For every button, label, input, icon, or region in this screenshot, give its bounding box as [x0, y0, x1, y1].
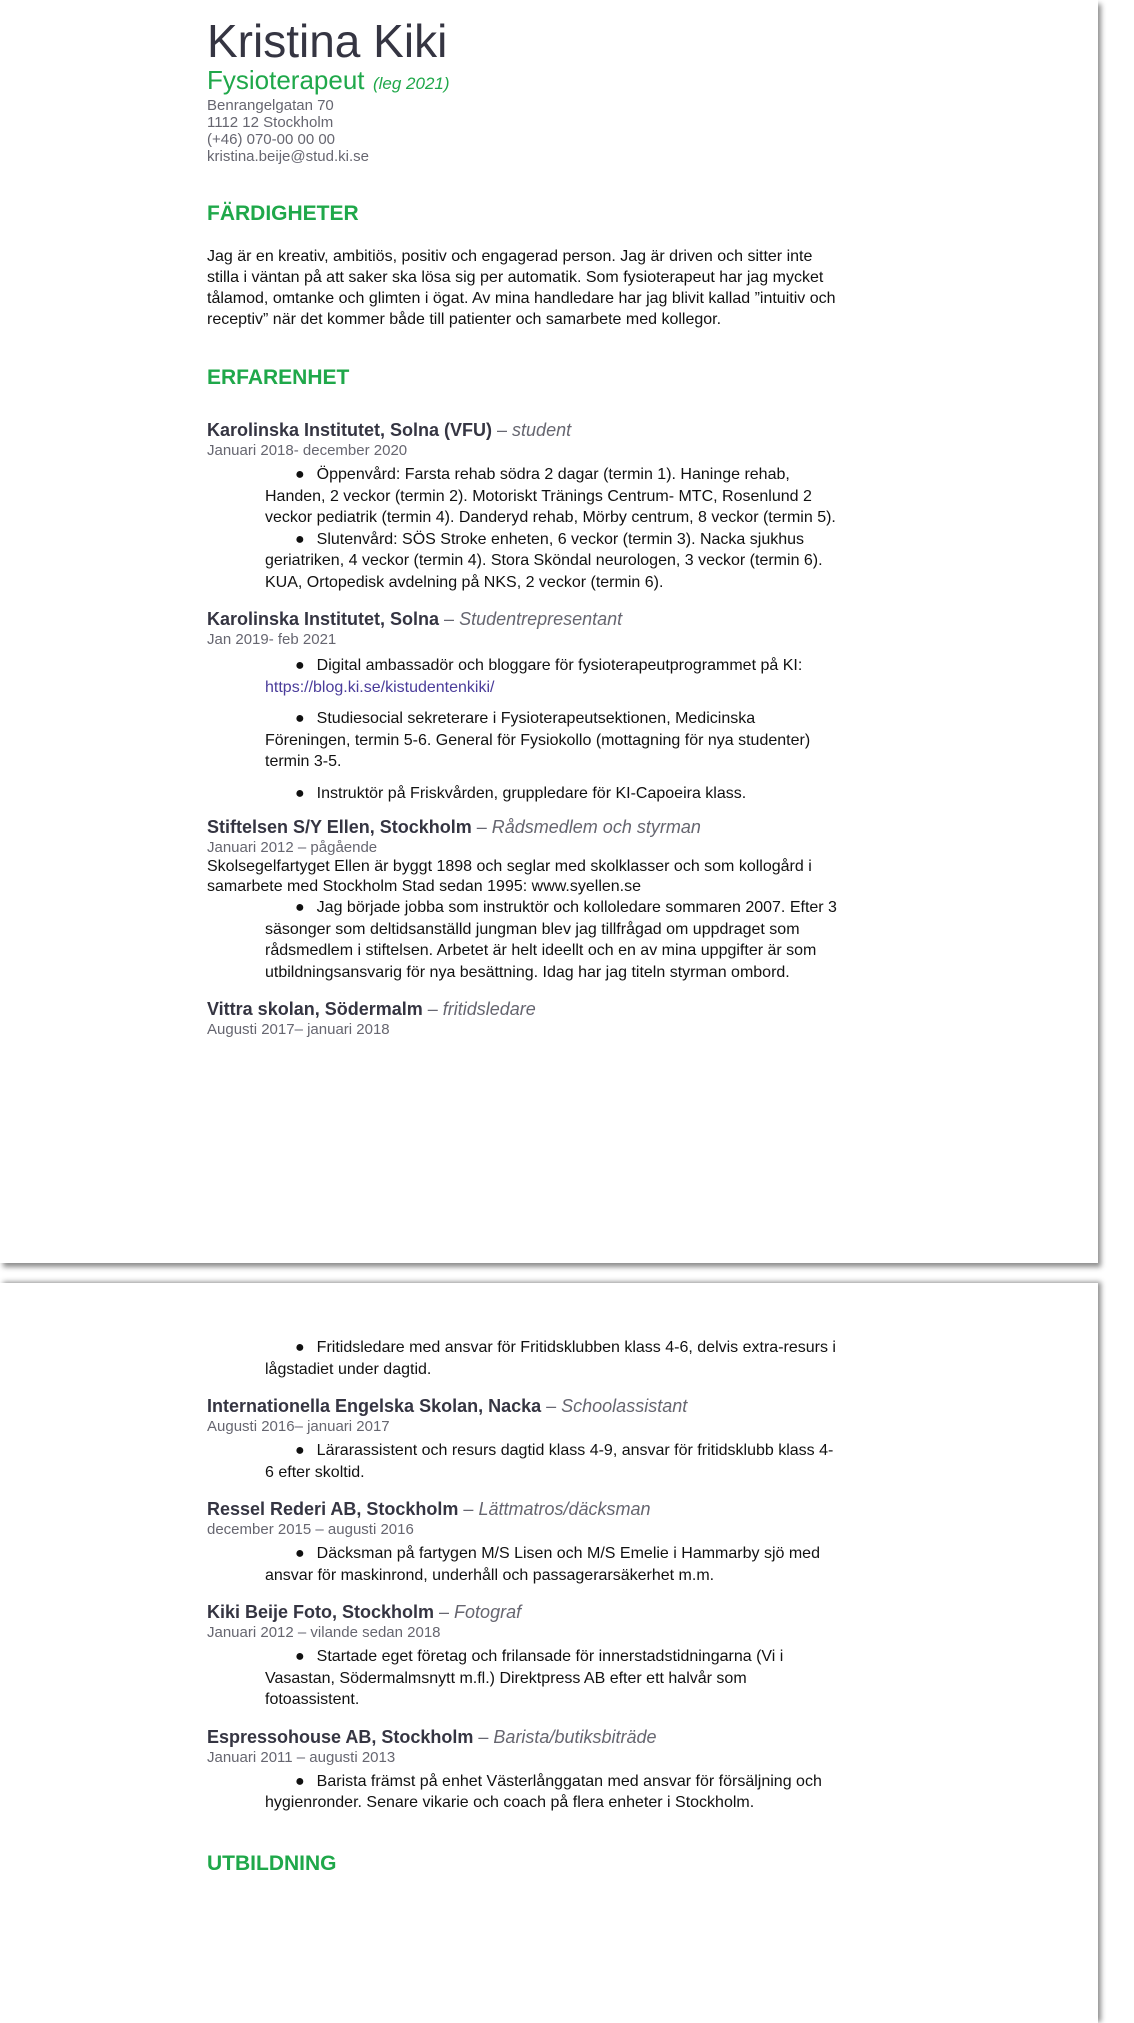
job-heading: [207, 1498, 837, 1520]
license-note: (leg 2021): [372, 74, 450, 93]
bullet-icon: ●: [295, 1545, 305, 1562]
job-organization: Stiftelsen S/Y Ellen, Stockholm: [207, 817, 472, 837]
section-heading-skills: FÄRDIGHETER: [207, 202, 359, 225]
candidate-name: Kristina Kiki: [207, 15, 448, 67]
job-title: Fysioterapeut: [207, 65, 365, 95]
bullet-text: Instruktör på Friskvården, gruppledare för KI-Capoeira klass.: [316, 784, 747, 802]
job-entry: [207, 608, 837, 804]
bullet-icon: ●: [295, 1648, 305, 1665]
job-bullet: [265, 1337, 837, 1380]
bullet-text: Studiesocial sekreterare i Fysioterapeutsektionen, Medicinska Föreningen, termin 5-6. General för Fysiokollo (mottagning för nya studenter) termin 3-5.: [265, 710, 811, 770]
job-role: Rådsmedlem och styrman: [491, 817, 701, 837]
skills-paragraph: Jag är en kreativ, ambitiös, positiv och engagerad person. Jag är driven och sitter inte stilla i väntan på att saker ska lösa sig per automatik. Som fysioterapeut har jag mycket tålamod, omtanke och glimten i ögat. Av mina handledare har jag blivit kallad ”intuitiv och receptiv” när det kommer både till patienter och samarbete med kollegor.: [207, 248, 836, 328]
job-date: Januari 2012 – pågående: [207, 839, 378, 856]
job-bullet: [265, 1440, 837, 1483]
job-dash: –: [458, 1499, 479, 1519]
job-entry: [207, 1498, 837, 1586]
job-entry: [207, 1726, 837, 1814]
job-organization: Espressohouse AB, Stockholm: [207, 1726, 474, 1747]
job-bullet: [265, 655, 837, 698]
bullet-text: Startade eget företag och frilansade för innerstadstidningarna (Vi i Vasastan, Södermalmsnytt m.fl.) Direktpress AB efter ett halvår som fotoassistent.: [265, 1648, 784, 1708]
job-dash: –: [473, 1726, 494, 1747]
blog-link[interactable]: https://blog.ki.se/kistudentenkiki/: [265, 678, 495, 696]
job-role: Lättmatros/däcksman: [478, 1499, 651, 1519]
job-role: student: [512, 420, 572, 440]
bullet-icon: ●: [295, 1772, 305, 1790]
job-dash: –: [492, 420, 513, 440]
bullet-text: Däcksman på fartygen M/S Lisen och M/S Emelie i Hammarby sjö med ansvar för maskinrond, underhåll och passagerarsäkerhet m.m.: [265, 1545, 820, 1584]
bullet-icon: ●: [295, 657, 305, 674]
job-entry: [207, 1601, 837, 1711]
job-organization: Kiki Beije Foto, Stockholm: [207, 1602, 435, 1622]
job-date: Augusti 2017– januari 2018: [207, 1021, 390, 1038]
bullet-text: Digital ambassadör och bloggare för fysioterapeutprogrammet på KI:: [316, 657, 803, 674]
job-bullet: [265, 897, 837, 983]
job-date: Januari 2011 – augusti 2013: [207, 1748, 396, 1766]
bullet-text: Fritidsledare med ansvar för Fritidsklubben klass 4-6, delvis extra-resurs i lågstadiet under dagtid.: [265, 1339, 836, 1378]
job-heading: [207, 608, 837, 630]
postal-code: 1112 12 Stockholm: [207, 114, 334, 131]
job-bullet: [265, 783, 837, 805]
job-date: december 2015 – augusti 2016: [207, 1521, 414, 1538]
job-heading: [207, 1395, 837, 1417]
job-role: Barista/butiksbiträde: [493, 1726, 657, 1747]
bullet-icon: ●: [295, 466, 305, 483]
job-date: Januari 2018- december 2020: [207, 442, 408, 459]
page-1-content: [207, 15, 837, 1039]
title-row: [207, 65, 837, 97]
job-intro: Skolsegelfartyget Ellen är byggt 1898 och seglar med skolklasser och som kollogård i samarbete med Stockholm Stad sedan 1995: www.syellen.se: [207, 858, 812, 895]
section-heading-experience: ERFARENHET: [207, 366, 350, 389]
job-organization: Karolinska Institutet, Solna: [207, 609, 440, 629]
job-role: Schoolassistant: [561, 1396, 688, 1416]
job-heading: [207, 1601, 837, 1623]
job-organization: Ressel Rederi AB, Stockholm: [207, 1499, 459, 1519]
bullet-icon: ●: [295, 710, 305, 727]
email: kristina.beije@stud.ki.se: [207, 148, 369, 165]
job-date: Jan 2019- feb 2021: [207, 631, 337, 648]
job-date: Januari 2012 – vilande sedan 2018: [207, 1624, 441, 1641]
job-dash: –: [434, 1602, 455, 1622]
bullet-icon: ●: [295, 784, 305, 802]
bullet-icon: ●: [295, 899, 305, 916]
job-heading: [207, 816, 837, 838]
job-organization: Vittra skolan, Södermalm: [207, 999, 423, 1019]
job-entry: [207, 419, 837, 593]
bullet-icon: ●: [295, 1442, 305, 1459]
job-heading: [207, 1726, 837, 1748]
job-role: fritidsledare: [442, 999, 536, 1019]
job-bullet: [265, 529, 837, 594]
job-dash: –: [471, 817, 492, 837]
address: Benrangelgatan 70: [207, 97, 334, 114]
job-bullet: [265, 464, 837, 529]
job-organization: Karolinska Institutet, Solna (VFU): [207, 420, 493, 440]
job-dash: –: [439, 609, 460, 629]
job-entry: [207, 816, 837, 983]
bullet-text: Slutenvård: SÖS Stroke enheten, 6 veckor (termin 3). Nacka sjukhus geriatriken, 4 veckor (termin 4). Stora Sköndal neurologen, 3 veckor (termin 6). KUA, Ortopedisk avdelning på NKS, 2 veckor (termin 6).: [265, 530, 823, 591]
job-entry: [207, 998, 837, 1039]
job-bullet: [265, 1771, 837, 1814]
bullet-icon: ●: [295, 530, 305, 548]
job-dash: –: [422, 999, 443, 1019]
contact-block: [207, 97, 837, 165]
job-organization: Internationella Engelska Skolan, Nacka: [207, 1396, 542, 1416]
job-entry: [207, 1395, 837, 1483]
phone: (+46) 070-00 00 00: [207, 131, 336, 148]
job-date: Augusti 2016– januari 2017: [207, 1418, 390, 1435]
bullet-text: Öppenvård: Farsta rehab södra 2 dagar (termin 1). Haninge rehab, Handen, 2 veckor (termin 2). Motoriskt Tränings Centrum- MTC, Rosenlund 2 veckor pediatrik (termin 4). Danderyd rehab, Mörby centrum, 8 veckor (termin 5).: [265, 466, 836, 526]
bullet-text: Jag började jobba som instruktör och kolloledare sommaren 2007. Efter 3 säsonger som deltidsanställd jungman blev jag tillfrågad om uppdraget som rådsmedlem i stiftelsen. Arbetet är helt ideellt och en av mina uppgifter är som utbildningsansvarig för nya besättning. Idag har jag titeln styrman ombord.: [265, 899, 837, 981]
bullet-icon: ●: [295, 1339, 305, 1356]
job-bullet: [265, 1543, 837, 1586]
job-bullet: [265, 1646, 837, 1711]
bullet-text: Barista främst på enhet Västerlånggatan med ansvar för försäljning och hygienronder. Senare vikarie och coach på flera enheter i Stockholm.: [265, 1772, 822, 1811]
job-heading: [207, 419, 837, 441]
section-heading-education: UTBILDNING: [207, 1851, 337, 1875]
resume-page-2: [0, 1283, 1098, 2023]
job-role: Studentrepresentant: [459, 609, 623, 629]
page-2-content: [207, 1337, 837, 1876]
job-dash: –: [541, 1396, 562, 1416]
bullet-text: Lärarassistent och resurs dagtid klass 4-9, ansvar för fritidsklubb klass 4-6 efter skoltid.: [265, 1442, 834, 1481]
job-heading: [207, 998, 837, 1020]
job-role: Fotograf: [454, 1602, 522, 1622]
job-bullet: [265, 708, 837, 773]
